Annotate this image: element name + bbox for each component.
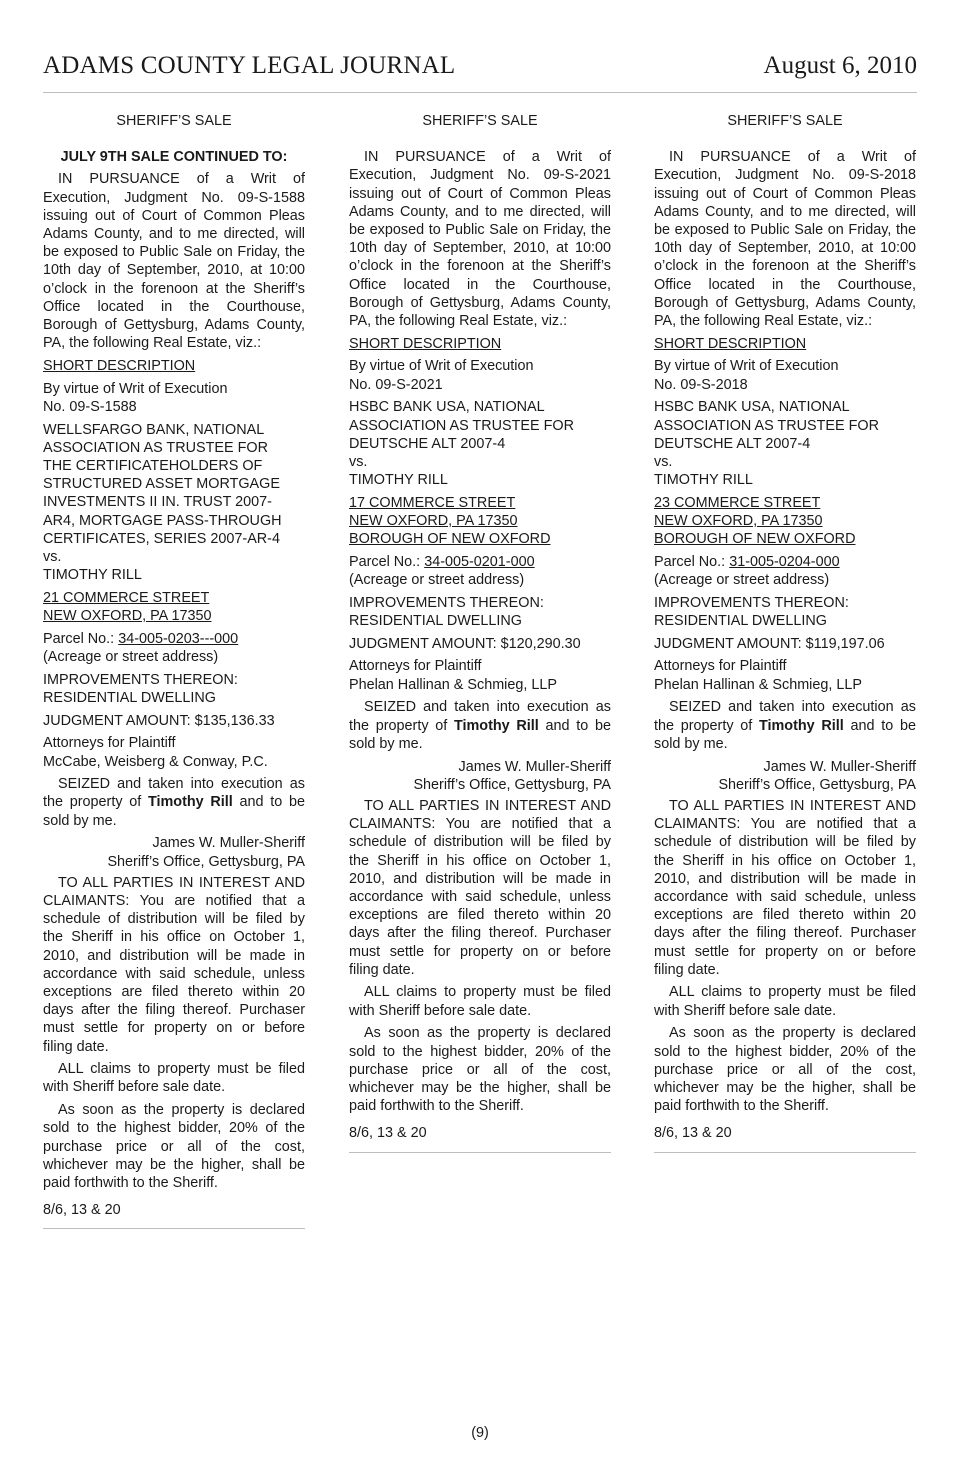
versus: vs. (43, 548, 62, 565)
improvements-block (43, 671, 305, 707)
defendant: TIMOTHY RILL (349, 472, 448, 489)
owner-name: Timothy Rill (147, 794, 233, 811)
defendant: TIMOTHY RILL (654, 472, 753, 489)
parcel-number: 34-005-0201-000 (424, 553, 535, 570)
plaintiff-line: HSBC BANK USA, NATIONAL (349, 399, 545, 416)
claims-notice: ALL claims to property must be filed with Sheriff before sale date. (349, 984, 611, 1019)
notice-divider (349, 1152, 611, 1153)
improvements-value: RESIDENTIAL DWELLING (349, 613, 522, 630)
attorneys-name: McCabe, Weisberg & Conway, P.C. (43, 753, 268, 770)
notice-column-2 (349, 112, 611, 1153)
property-address (654, 494, 916, 549)
attorneys-label: Attorneys for Plaintiff (654, 658, 787, 675)
attorneys-block (654, 657, 916, 693)
writ-block (43, 380, 305, 416)
seized-text-end: and to be sold by me. (654, 717, 917, 752)
plaintiff-line: CERTIFICATES, SERIES 2007-AR-4 (43, 530, 280, 547)
parcel-block (654, 553, 916, 589)
sheriff-name: James W. Muller-Sheriff (152, 835, 305, 852)
parcel-block (43, 630, 305, 666)
address-line: NEW OXFORD, PA 17350 (654, 513, 823, 530)
sheriff-office: Sheriff’s Office, Gettysburg, PA (413, 776, 611, 793)
writ-line: By virtue of Writ of Execution (654, 358, 839, 375)
plaintiff-line: THE CERTIFICATEHOLDERS OF (43, 457, 263, 474)
improvements-label: IMPROVEMENTS THEREON: (43, 671, 238, 688)
parties-notice: TO ALL PARTIES IN INTEREST AND CLAIMANTS: You are notified that a schedule of distribution will be filed by the Sheriff in his office on October 1, 2010, and distribution will be made in accordance with said schedule, unless exceptions are filed thereto within 20 days after the filing thereof. Purchaser must settle for property on or before filing date. (43, 874, 305, 1055)
seized-paragraph (43, 775, 305, 830)
address-line: NEW OXFORD, PA 17350 (349, 513, 518, 530)
writ-line: By virtue of Writ of Execution (349, 358, 534, 375)
address-line: BOROUGH OF NEW OXFORD (349, 531, 551, 548)
plaintiff-line: DEUTSCHE ALT 2007-4 (654, 435, 811, 452)
parcel-label: Parcel No.: (349, 553, 425, 570)
writ-block (654, 357, 916, 393)
property-address (43, 589, 305, 625)
parcel-label: Parcel No.: (43, 630, 119, 647)
sheriff-office: Sheriff’s Office, Gettysburg, PA (718, 776, 916, 793)
parties-block (349, 398, 611, 489)
writ-block (349, 357, 611, 393)
plaintiff-line: WELLSFARGO BANK, NATIONAL (43, 421, 265, 438)
notice-intro: IN PURSUANCE of a Writ of Execution, Judgment No. 09-S-2018 issuing out of Court of Common Pleas Adams County, and to me directed, will be exposed to Public Sale on Friday, the 10th day of September, 2010, at 10:00 o’clock in the forenoon at the Sheriff’s Office located in the Courthouse, Borough of Gettysburg, Adams County, PA, the following Real Estate, viz.: (654, 149, 916, 330)
attorneys-name: Phelan Hallinan & Schmieg, LLP (349, 676, 557, 693)
owner-name: Timothy Rill (453, 717, 539, 734)
improvements-block (349, 594, 611, 630)
writ-number: No. 09-S-1588 (43, 398, 137, 415)
improvements-label: IMPROVEMENTS THEREON: (654, 594, 849, 611)
parties-block (654, 398, 916, 489)
writ-number: No. 09-S-2021 (349, 376, 443, 393)
journal-title: ADAMS COUNTY LEGAL JOURNAL (43, 52, 456, 79)
parties-notice: TO ALL PARTIES IN INTEREST AND CLAIMANTS: You are notified that a schedule of distribution will be filed by the Sheriff in his office on October 1, 2010, and distribution will be made in accordance with said schedule, unless exceptions are filed thereto within 20 days after the filing thereof. Purchaser must settle for property on or before filing date. (349, 797, 611, 978)
property-address (349, 494, 611, 549)
short-description-label: SHORT DESCRIPTION (43, 357, 196, 374)
acreage-note: (Acreage or street address) (43, 648, 219, 665)
writ-number: No. 09-S-2018 (654, 376, 748, 393)
address-line: 21 COMMERCE STREET (43, 589, 210, 606)
issue-date: August 6, 2010 (763, 52, 917, 79)
parties-notice: TO ALL PARTIES IN INTEREST AND CLAIMANTS: You are notified that a schedule of distribution will be filed by the Sheriff in his office on October 1, 2010, and distribution will be made in accordance with said schedule, unless exceptions are filed thereto within 20 days after the filing thereof. Purchaser must settle for property on or before filing date. (654, 797, 916, 978)
improvements-block (654, 594, 916, 630)
parcel-number: 34-005-0203---000 (118, 630, 239, 647)
short-description-label: SHORT DESCRIPTION (654, 335, 807, 352)
short-description-label: SHORT DESCRIPTION (349, 335, 502, 352)
seized-text: SEIZED and taken into execution as the property of (43, 776, 305, 811)
page-number: (9) (471, 1425, 489, 1441)
notice-column-1 (43, 112, 305, 1229)
versus: vs. (654, 453, 673, 470)
acreage-note: (Acreage or street address) (654, 572, 830, 589)
plaintiff-line: ASSOCIATION AS TRUSTEE FOR (43, 439, 268, 456)
notice-intro: IN PURSUANCE of a Writ of Execution, Judgment No. 09-S-1588 issuing out of Court of Common Pleas Adams County, and to me directed, will be exposed to Public Sale on Friday, the 10th day of September, 2010, at 10:00 o’clock in the forenoon at the Sheriff’s Office located in the Courthouse, Borough of Gettysburg, Adams County, PA, the following Real Estate, viz.: (43, 171, 305, 352)
claims-notice: ALL claims to property must be filed with Sheriff before sale date. (654, 984, 916, 1019)
plaintiff-line: HSBC BANK USA, NATIONAL (654, 399, 850, 416)
owner-name: Timothy Rill (758, 717, 844, 734)
improvements-value: RESIDENTIAL DWELLING (43, 689, 216, 706)
notice-divider (654, 1152, 916, 1153)
seized-text-end: and to be sold by me. (43, 794, 306, 829)
bidder-notice: As soon as the property is declared sold to the highest bidder, 20% of the purchase price or all of the cost, whichever may be the higher, shall be paid forthwith to the Sheriff. (654, 1025, 916, 1115)
notice-divider (43, 1228, 305, 1229)
address-line: 23 COMMERCE STREET (654, 494, 821, 511)
address-line: BOROUGH OF NEW OXFORD (654, 531, 856, 548)
parcel-block (349, 553, 611, 589)
notice-intro: IN PURSUANCE of a Writ of Execution, Judgment No. 09-S-2021 issuing out of Court of Common Pleas Adams County, and to me directed, will be exposed to Public Sale on Friday, the 10th day of September, 2010, at 10:00 o’clock in the forenoon at the Sheriff’s Office located in the Courthouse, Borough of Gettysburg, Adams County, PA, the following Real Estate, viz.: (349, 149, 611, 330)
seized-text: SEIZED and taken into execution as the property of (349, 699, 611, 734)
notice-column-3 (654, 112, 916, 1153)
judgment-amount: JUDGMENT AMOUNT: $135,136.33 (43, 712, 275, 729)
attorneys-block (43, 734, 305, 770)
writ-line: By virtue of Writ of Execution (43, 380, 228, 397)
publication-dates: 8/6, 13 & 20 (349, 1125, 427, 1142)
judgment-amount: JUDGMENT AMOUNT: $119,197.06 (654, 635, 885, 652)
attorneys-name: Phelan Hallinan & Schmieg, LLP (654, 676, 862, 693)
plaintiff-line: ASSOCIATION AS TRUSTEE FOR (349, 417, 574, 434)
address-line: 17 COMMERCE STREET (349, 494, 516, 511)
seized-paragraph (349, 698, 611, 753)
continued-notice: JULY 9TH SALE CONTINUED TO: (60, 149, 288, 166)
improvements-label: IMPROVEMENTS THEREON: (349, 594, 544, 611)
notice-heading: SHERIFF’S SALE (116, 113, 232, 129)
address-line: NEW OXFORD, PA 17350 (43, 608, 212, 625)
attorneys-label: Attorneys for Plaintiff (43, 735, 176, 752)
sheriff-name: James W. Muller-Sheriff (458, 758, 611, 775)
plaintiff-line: DEUTSCHE ALT 2007-4 (349, 435, 506, 452)
sheriff-office: Sheriff’s Office, Gettysburg, PA (107, 853, 305, 870)
parcel-number: 31-005-0204-000 (729, 553, 840, 570)
attorneys-label: Attorneys for Plaintiff (349, 658, 482, 675)
parties-block (43, 421, 305, 585)
sheriff-signature (43, 834, 305, 870)
improvements-value: RESIDENTIAL DWELLING (654, 613, 827, 630)
sheriff-name: James W. Muller-Sheriff (763, 758, 916, 775)
notice-heading: SHERIFF’S SALE (727, 113, 843, 129)
parcel-label: Parcel No.: (654, 553, 730, 570)
plaintiff-line: AR4, MORTGAGE PASS-THROUGH (43, 512, 282, 529)
claims-notice: ALL claims to property must be filed with Sheriff before sale date. (43, 1061, 305, 1096)
publication-dates: 8/6, 13 & 20 (654, 1125, 732, 1142)
publication-dates: 8/6, 13 & 20 (43, 1202, 121, 1219)
attorneys-block (349, 657, 611, 693)
acreage-note: (Acreage or street address) (349, 572, 525, 589)
plaintiff-line: STRUCTURED ASSET MORTGAGE (43, 476, 280, 493)
versus: vs. (349, 453, 368, 470)
plaintiff-line: INVESTMENTS II IN. TRUST 2007- (43, 494, 272, 511)
seized-paragraph (654, 698, 916, 753)
masthead (43, 48, 917, 93)
sheriff-signature (349, 758, 611, 794)
plaintiff-line: ASSOCIATION AS TRUSTEE FOR (654, 417, 879, 434)
judgment-amount: JUDGMENT AMOUNT: $120,290.30 (349, 635, 581, 652)
sheriff-signature (654, 758, 916, 794)
defendant: TIMOTHY RILL (43, 567, 142, 584)
notice-heading: SHERIFF’S SALE (422, 113, 538, 129)
bidder-notice: As soon as the property is declared sold to the highest bidder, 20% of the purchase price or all of the cost, whichever may be the higher, shall be paid forthwith to the Sheriff. (43, 1102, 305, 1191)
seized-text: SEIZED and taken into execution as the property of (654, 699, 916, 734)
bidder-notice: As soon as the property is declared sold to the highest bidder, 20% of the purchase price or all of the cost, whichever may be the higher, shall be paid forthwith to the Sheriff. (349, 1025, 611, 1115)
seized-text-end: and to be sold by me. (349, 717, 612, 752)
